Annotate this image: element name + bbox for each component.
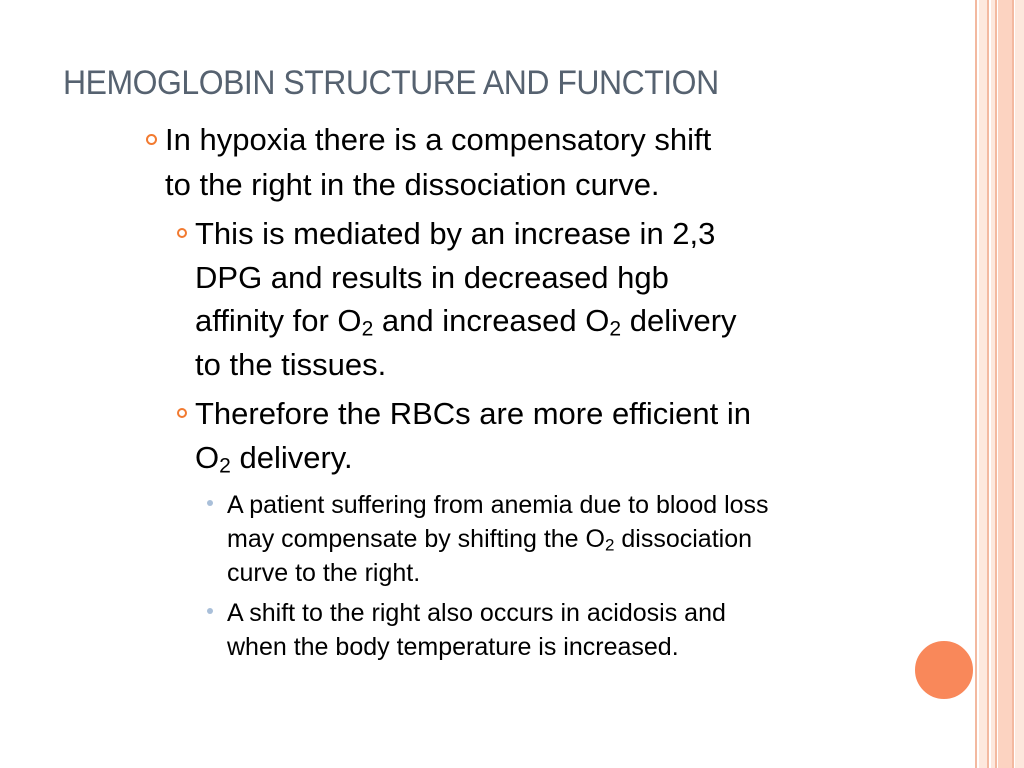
bullet-item — [165, 117, 885, 207]
decor-stripe — [995, 0, 997, 768]
sub-bullet-item — [195, 392, 915, 479]
decor-stripe — [975, 0, 977, 768]
bullet-text-line: affinity for $O_2$ and increased $O_2$ delivery — [195, 303, 737, 341]
bullet-text-line: to the tissues. — [195, 346, 387, 382]
bullet-marker — [146, 134, 157, 145]
bullet-text-line: A shift to the right also occurs in acidosis and — [227, 599, 726, 627]
bullet-marker — [207, 500, 213, 506]
bullet-text-line: to the right in the dissociation curve. — [165, 167, 660, 202]
decor-stripe — [1015, 0, 1024, 768]
bullet-text-line: curve to the right. — [227, 559, 421, 587]
bullet-text-line: when the body temperature is increased. — [227, 633, 679, 661]
bullet-text-line: This is mediated by an increase in 2,3 — [195, 216, 716, 251]
decor-stripe — [979, 0, 987, 768]
sub-sub-bullet-item — [227, 488, 917, 590]
sub-bullet-item — [195, 212, 915, 386]
bullet-marker — [177, 228, 187, 238]
decor-circle — [913, 639, 975, 701]
bullet-text-line: Therefore the RBCs are more efficient in — [195, 396, 751, 431]
bullet-text-line: may compensate by shifting the $O_2$ dissociation — [227, 525, 753, 555]
sub-sub-bullet-item — [227, 596, 917, 664]
decor-stripe — [998, 0, 1012, 768]
slide-title: HEMOGLOBIN STRUCTURE AND FUNCTION — [63, 64, 719, 102]
decor-stripe — [987, 0, 989, 768]
bullet-text-line: In hypoxia there is a compensatory shift — [165, 122, 712, 157]
bullet-text-line: DPG and results in decreased hgb — [195, 259, 669, 295]
decor-stripe — [1012, 0, 1014, 768]
bullet-marker — [207, 608, 213, 614]
bullet-text-line: $O_2$ delivery. — [195, 439, 353, 478]
bullet-marker — [177, 408, 187, 418]
bullet-text-line: A patient suffering from anemia due to blood loss — [227, 491, 769, 519]
